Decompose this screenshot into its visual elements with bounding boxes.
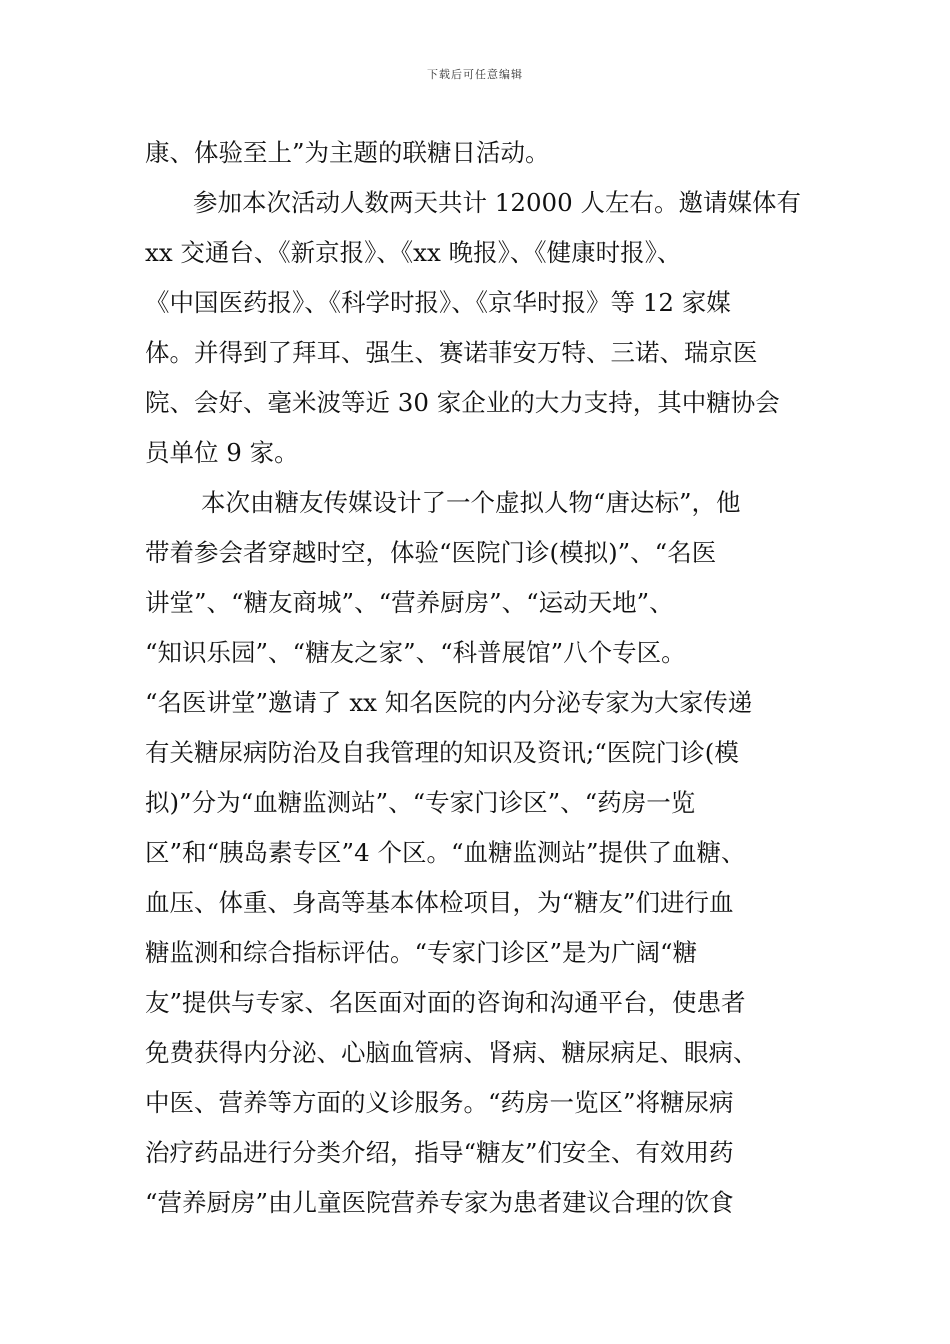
text-line: 免费获得内分泌、心脑血管病、肾病、糖尿病足、眼病、	[145, 1038, 758, 1067]
text-line: 区”和“胰岛素专区”4 个区。“血糖监测站”提供了血糖、	[145, 838, 746, 867]
text-line: 有关糖尿病防治及自我管理的知识及资讯;“医院门诊(模	[145, 738, 739, 767]
text-line: 友”提供与专家、名医面对面的咨询和沟通平台，使患者	[145, 988, 746, 1017]
text-line: 血压、体重、身高等基本体检项目，为“糖友”们进行血	[145, 888, 734, 917]
text-line: 体。并得到了拜耳、强生、赛诺菲安万特、三诺、瑞京医	[145, 338, 758, 367]
text-line: 康、体验至上”为主题的联糖日活动。	[145, 138, 550, 167]
text-line: 糖监测和综合指标评估。“专家门诊区”是为广阔“糖	[145, 938, 698, 967]
text-line: 拟)”分为“血糖监测站”、“专家门诊区”、“药房一览	[145, 788, 696, 817]
text-line: 员单位 9 家。	[145, 438, 299, 467]
document-body	[145, 128, 810, 1228]
text-line: 院、会好、毫米波等近 30 家企业的大力支持，其中糖协会	[145, 388, 780, 417]
text-line: 参加本次活动人数两天共计 12000 人左右。邀请媒体有	[193, 188, 802, 217]
text-line: “名医讲堂”邀请了 xx 知名医院的内分泌专家为大家传递	[145, 688, 753, 717]
text-line: 本次由糖友传媒设计了一个虚拟人物“唐达标”，他	[201, 488, 741, 517]
text-line: “营养厨房”由儿童医院营养专家为患者建议合理的饮食	[145, 1188, 734, 1217]
text-line: 治疗药品进行分类介绍，指导“糖友”们安全、有效用药	[145, 1138, 734, 1167]
text-line: 中医、营养等方面的义诊服务。“药房一览区”将糖尿病	[145, 1088, 734, 1117]
text-line: 讲堂”、“糖友商城”、“营养厨房”、“运动天地”、	[145, 588, 674, 617]
text-line: 《中国医药报》、《科学时报》、《京华时报》等 12 家媒	[145, 288, 731, 317]
text-line: 带着参会者穿越时空，体验“医院门诊(模拟)”、“名医	[145, 538, 717, 567]
text-line: xx 交通台、《新京报》、《xx 晚报》、《健康时报》、	[145, 238, 682, 267]
text-line: “知识乐园”、“糖友之家”、“科普展馆”八个专区。	[145, 638, 686, 667]
page-header: 下载后可任意编辑	[427, 68, 523, 81]
